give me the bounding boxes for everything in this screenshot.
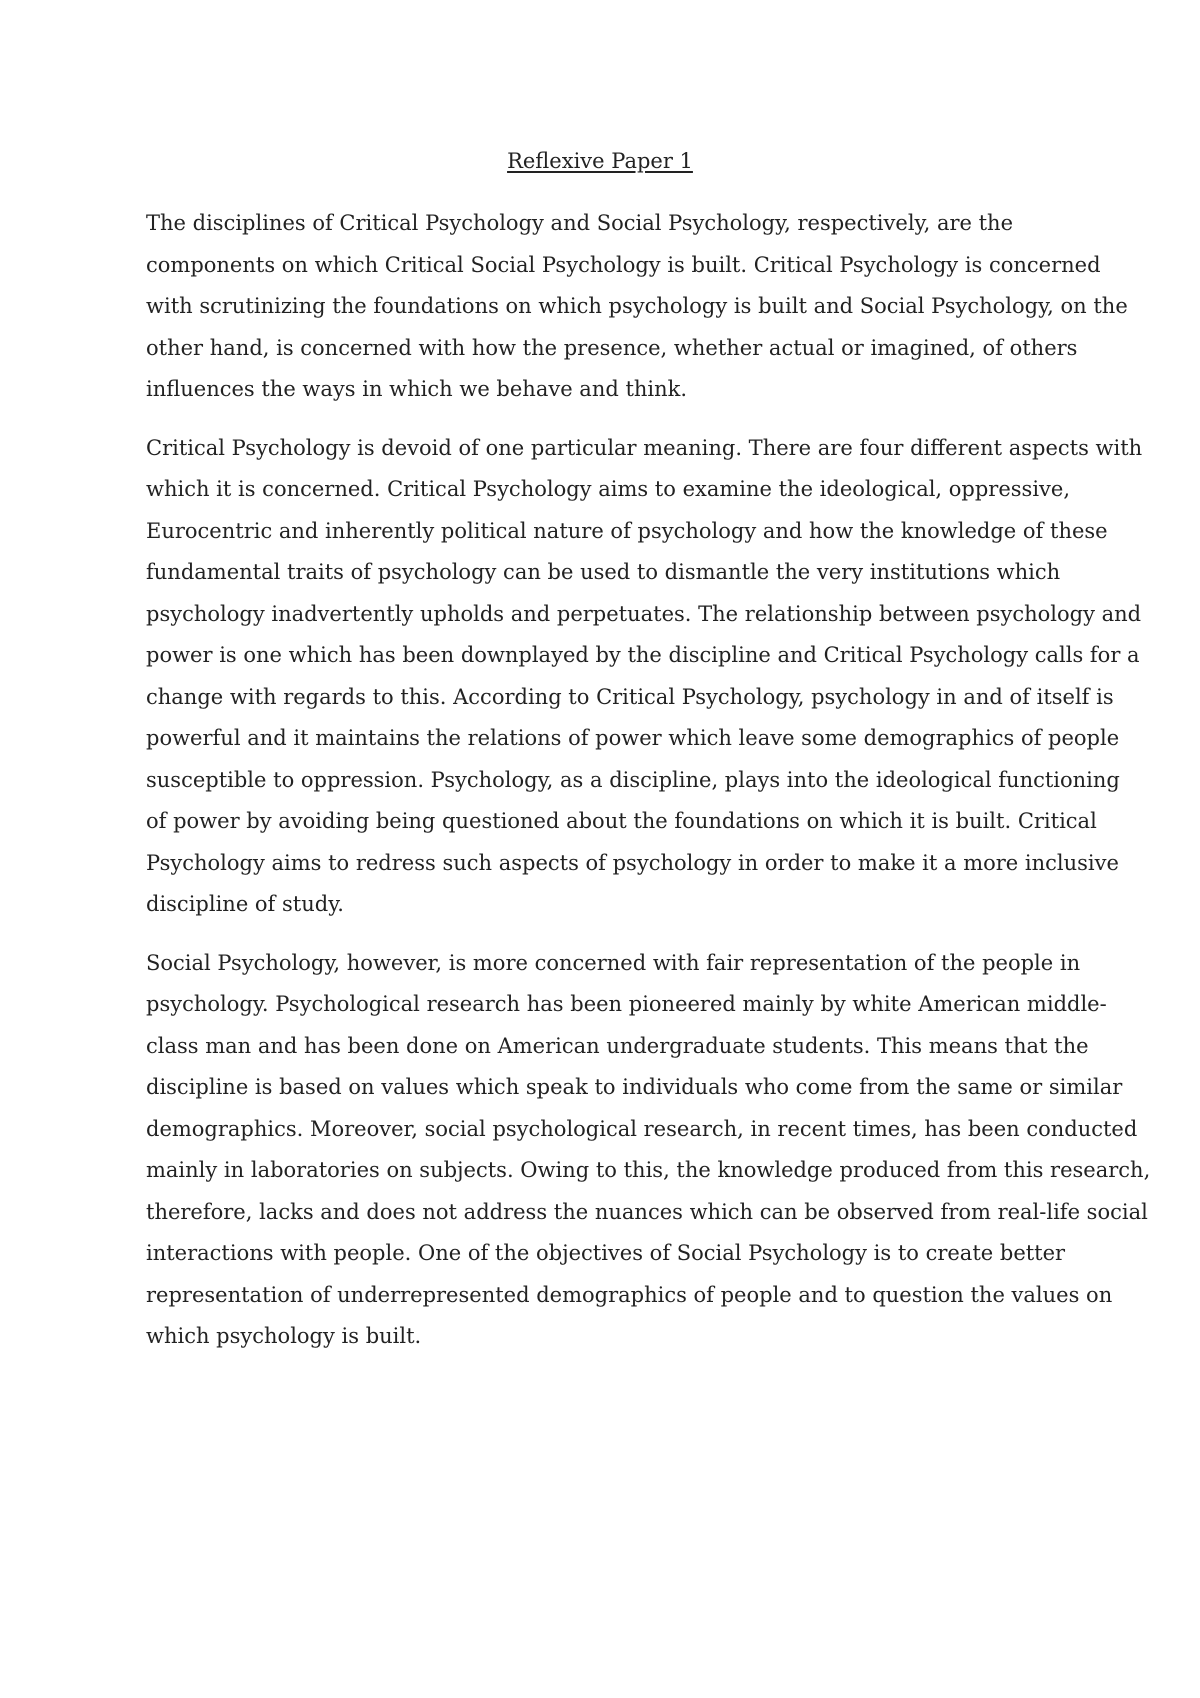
paragraph-line: power is one which has been downplayed by the discipline and Critical Psychology calls for a <box>146 643 1140 667</box>
paragraph-line: influences the ways in which we behave and think. <box>146 377 688 401</box>
paragraph-line: Psychology aims to redress such aspects of psychology in order to make it a more inclusive <box>146 850 1119 875</box>
document-body <box>146 203 1151 1375</box>
paragraph-3 <box>146 943 1151 1358</box>
paragraph-line: discipline is based on values which speak to individuals who come from the same or similar <box>146 1075 1123 1099</box>
paragraph-line: fundamental traits of psychology can be used to dismantle the very institutions which <box>146 560 1061 584</box>
paragraph-1 <box>146 203 1128 411</box>
paragraph-line: other hand, is concerned with how the presence, whether actual or imagined, of others <box>146 335 1078 360</box>
paragraph-line: interactions with people. One of the objectives of Social Psychology is to create better <box>146 1241 1066 1265</box>
paragraph-line: with scrutinizing the foundations on which psychology is built and Social Psychology, on the <box>146 294 1128 318</box>
document-title: Reflexive Paper 1 <box>507 149 693 173</box>
paragraph-line: mainly in laboratories on subjects. Owing to this, the knowledge produced from this research, <box>146 1158 1151 1182</box>
paragraph-line: change with regards to this. According to Critical Psychology, psychology in and of itself is <box>146 684 1114 709</box>
paragraph-line: Eurocentric and inherently political nature of psychology and how the knowledge of these <box>146 518 1108 543</box>
paragraph-line: psychology. Psychological research has been pioneered mainly by white American middle- <box>146 992 1107 1016</box>
paragraph-line: class man and has been done on American undergraduate students. This means that the <box>146 1033 1089 1058</box>
paragraph-line: representation of underrepresented demographics of people and to question the values on <box>146 1282 1113 1307</box>
paragraph-line: Critical Psychology is devoid of one particular meaning. There are four different aspects with <box>146 435 1143 460</box>
paragraph-line: powerful and it maintains the relations of power which leave some demographics of people <box>146 726 1120 750</box>
paragraph-line: demographics. Moreover, social psychological research, in recent times, has been conducted <box>146 1116 1138 1141</box>
paragraph-line: which psychology is built. <box>146 1324 422 1348</box>
paragraph-line: components on which Critical Social Psychology is built. Critical Psychology is concerned <box>146 252 1101 277</box>
paragraph-line: of power by avoiding being questioned about the foundations on which it is built. Critical <box>146 809 1097 833</box>
paragraph-line: psychology inadvertently upholds and perpetuates. The relationship between psychology and <box>146 601 1142 626</box>
paragraph-line: The disciplines of Critical Psychology and Social Psychology, respectively, are the <box>146 211 1014 235</box>
paragraph-line: which it is concerned. Critical Psychology aims to examine the ideological, oppressive, <box>146 477 1071 501</box>
paragraph-2 <box>146 428 1143 926</box>
paragraph-line: Social Psychology, however, is more concerned with fair representation of the people in <box>146 950 1081 975</box>
paragraph-line: discipline of study. <box>146 892 344 916</box>
paragraph-line: susceptible to oppression. Psychology, as a discipline, plays into the ideological functioning <box>146 767 1120 792</box>
paragraph-line: therefore, lacks and does not address the nuances which can be observed from real-life social <box>146 1199 1148 1224</box>
